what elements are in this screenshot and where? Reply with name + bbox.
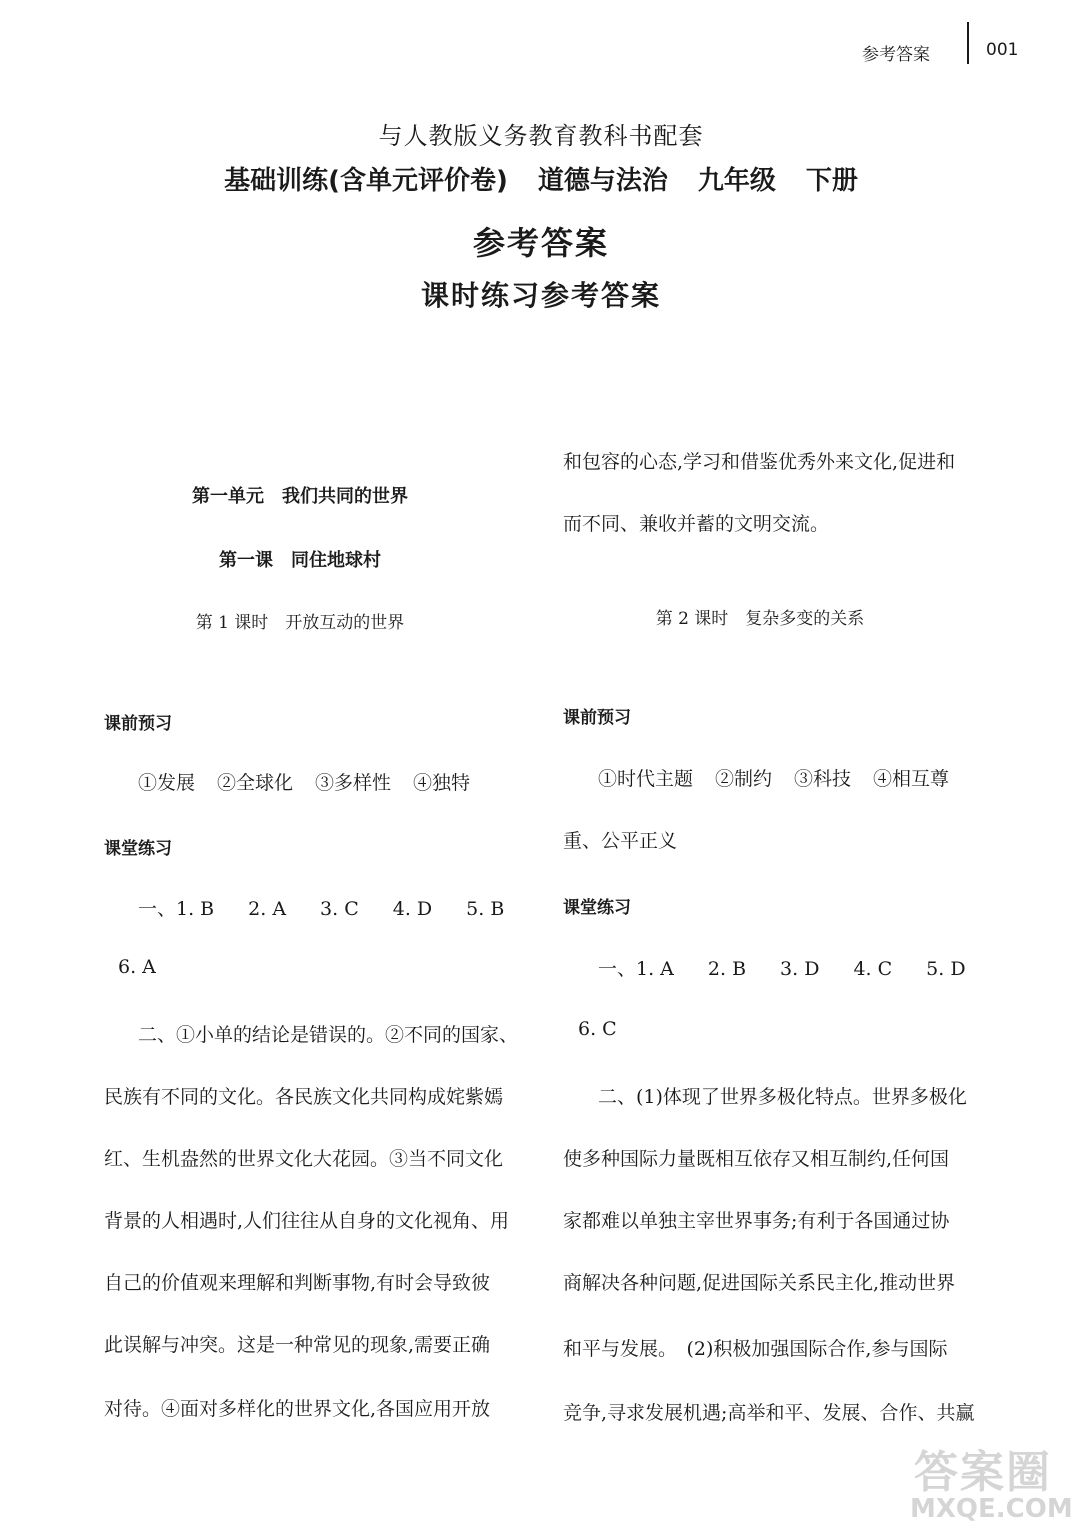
text-line: 家都难以单独主宰世界事务;有利于各国通过协: [563, 1210, 950, 1232]
period-heading: 第 1 课时 开放互动的世界: [195, 613, 405, 633]
pre-study-answer-cont: 重、公平正义: [563, 830, 678, 852]
page-number: 001: [986, 40, 1019, 60]
text-line: 自己的价值观来理解和判断事物,有时会导致彼: [104, 1272, 491, 1294]
text-line: 此误解与冲突。这是一种常见的现象,需要正确: [104, 1334, 491, 1356]
supertitle: 与人教版义务教育教科书配套: [378, 122, 704, 150]
watermark-logo: [900, 1436, 1073, 1526]
text-line: 使多种国际力量既相互依存又相互制约,任何国: [563, 1148, 950, 1170]
text-line: 背景的人相遇时,人们往往从自身的文化视角、用: [104, 1210, 510, 1232]
book-title-part: 基础训练(含单元评价卷): [224, 166, 508, 196]
text-line: 商解决各种问题,促进国际关系民主化,推动世界: [563, 1272, 956, 1294]
text-line: 二、(1)体现了世界多极化特点。世界多极化: [598, 1086, 967, 1108]
book-title-part: 九年级: [697, 166, 776, 196]
choice-answers: 一、1. A 2. B 3. D 4. C 5. D: [598, 958, 966, 980]
book-title: [0, 160, 1082, 197]
pre-study-answers: ①发展 ②全球化 ③多样性 ④独特: [138, 772, 471, 794]
class-practice-heading: 课堂练习: [104, 839, 172, 859]
sub-title: 课时练习参考答案: [420, 279, 661, 312]
book-title-part: 下册: [805, 166, 858, 196]
main-title: 参考答案: [472, 224, 609, 262]
text-line: 二、①小单的结论是错误的。②不同的国家、: [138, 1024, 519, 1046]
class-practice-heading: 课堂练习: [563, 898, 631, 918]
text-line: 红、生机盎然的世界文化大花园。③当不同文化: [104, 1148, 504, 1170]
watermark-text: 答案圈: [914, 1447, 1052, 1498]
book-title-part: 道德与法治: [537, 166, 668, 196]
pre-study-answers: ①时代主题 ②制约 ③科技 ④相互尊: [598, 768, 950, 790]
watermark-url: MXQE.COM: [910, 1494, 1073, 1524]
text-line: 而不同、兼收并蓄的文明交流。: [563, 513, 830, 535]
lesson-heading: 第一课 同住地球村: [219, 550, 381, 571]
text-line: 和包容的心态,学习和借鉴优秀外来文化,促进和: [563, 451, 956, 473]
choice-answer-last: 6. C: [578, 1018, 617, 1040]
text-line: 和平与发展。 (2)积极加强国际合作,参与国际: [563, 1338, 948, 1360]
header-divider: [967, 22, 969, 64]
unit-heading: 第一单元 我们共同的世界: [192, 486, 408, 507]
period-heading: 第 2 课时 复杂多变的关系: [655, 609, 865, 629]
choice-answer-last: 6. A: [118, 956, 156, 978]
choice-answers: 一、1. B 2. A 3. C 4. D 5. B: [138, 898, 505, 920]
header-label: 参考答案: [862, 45, 930, 65]
text-line: 民族有不同的文化。各民族文化共同构成姹紫嫣: [104, 1086, 504, 1108]
text-line: 对待。④面对多样化的世界文化,各国应用开放: [104, 1398, 491, 1420]
pre-study-heading: 课前预习: [104, 714, 172, 734]
pre-study-heading: 课前预习: [563, 708, 631, 728]
text-line: 竞争,寻求发展机遇;高举和平、发展、合作、共赢: [563, 1402, 975, 1424]
